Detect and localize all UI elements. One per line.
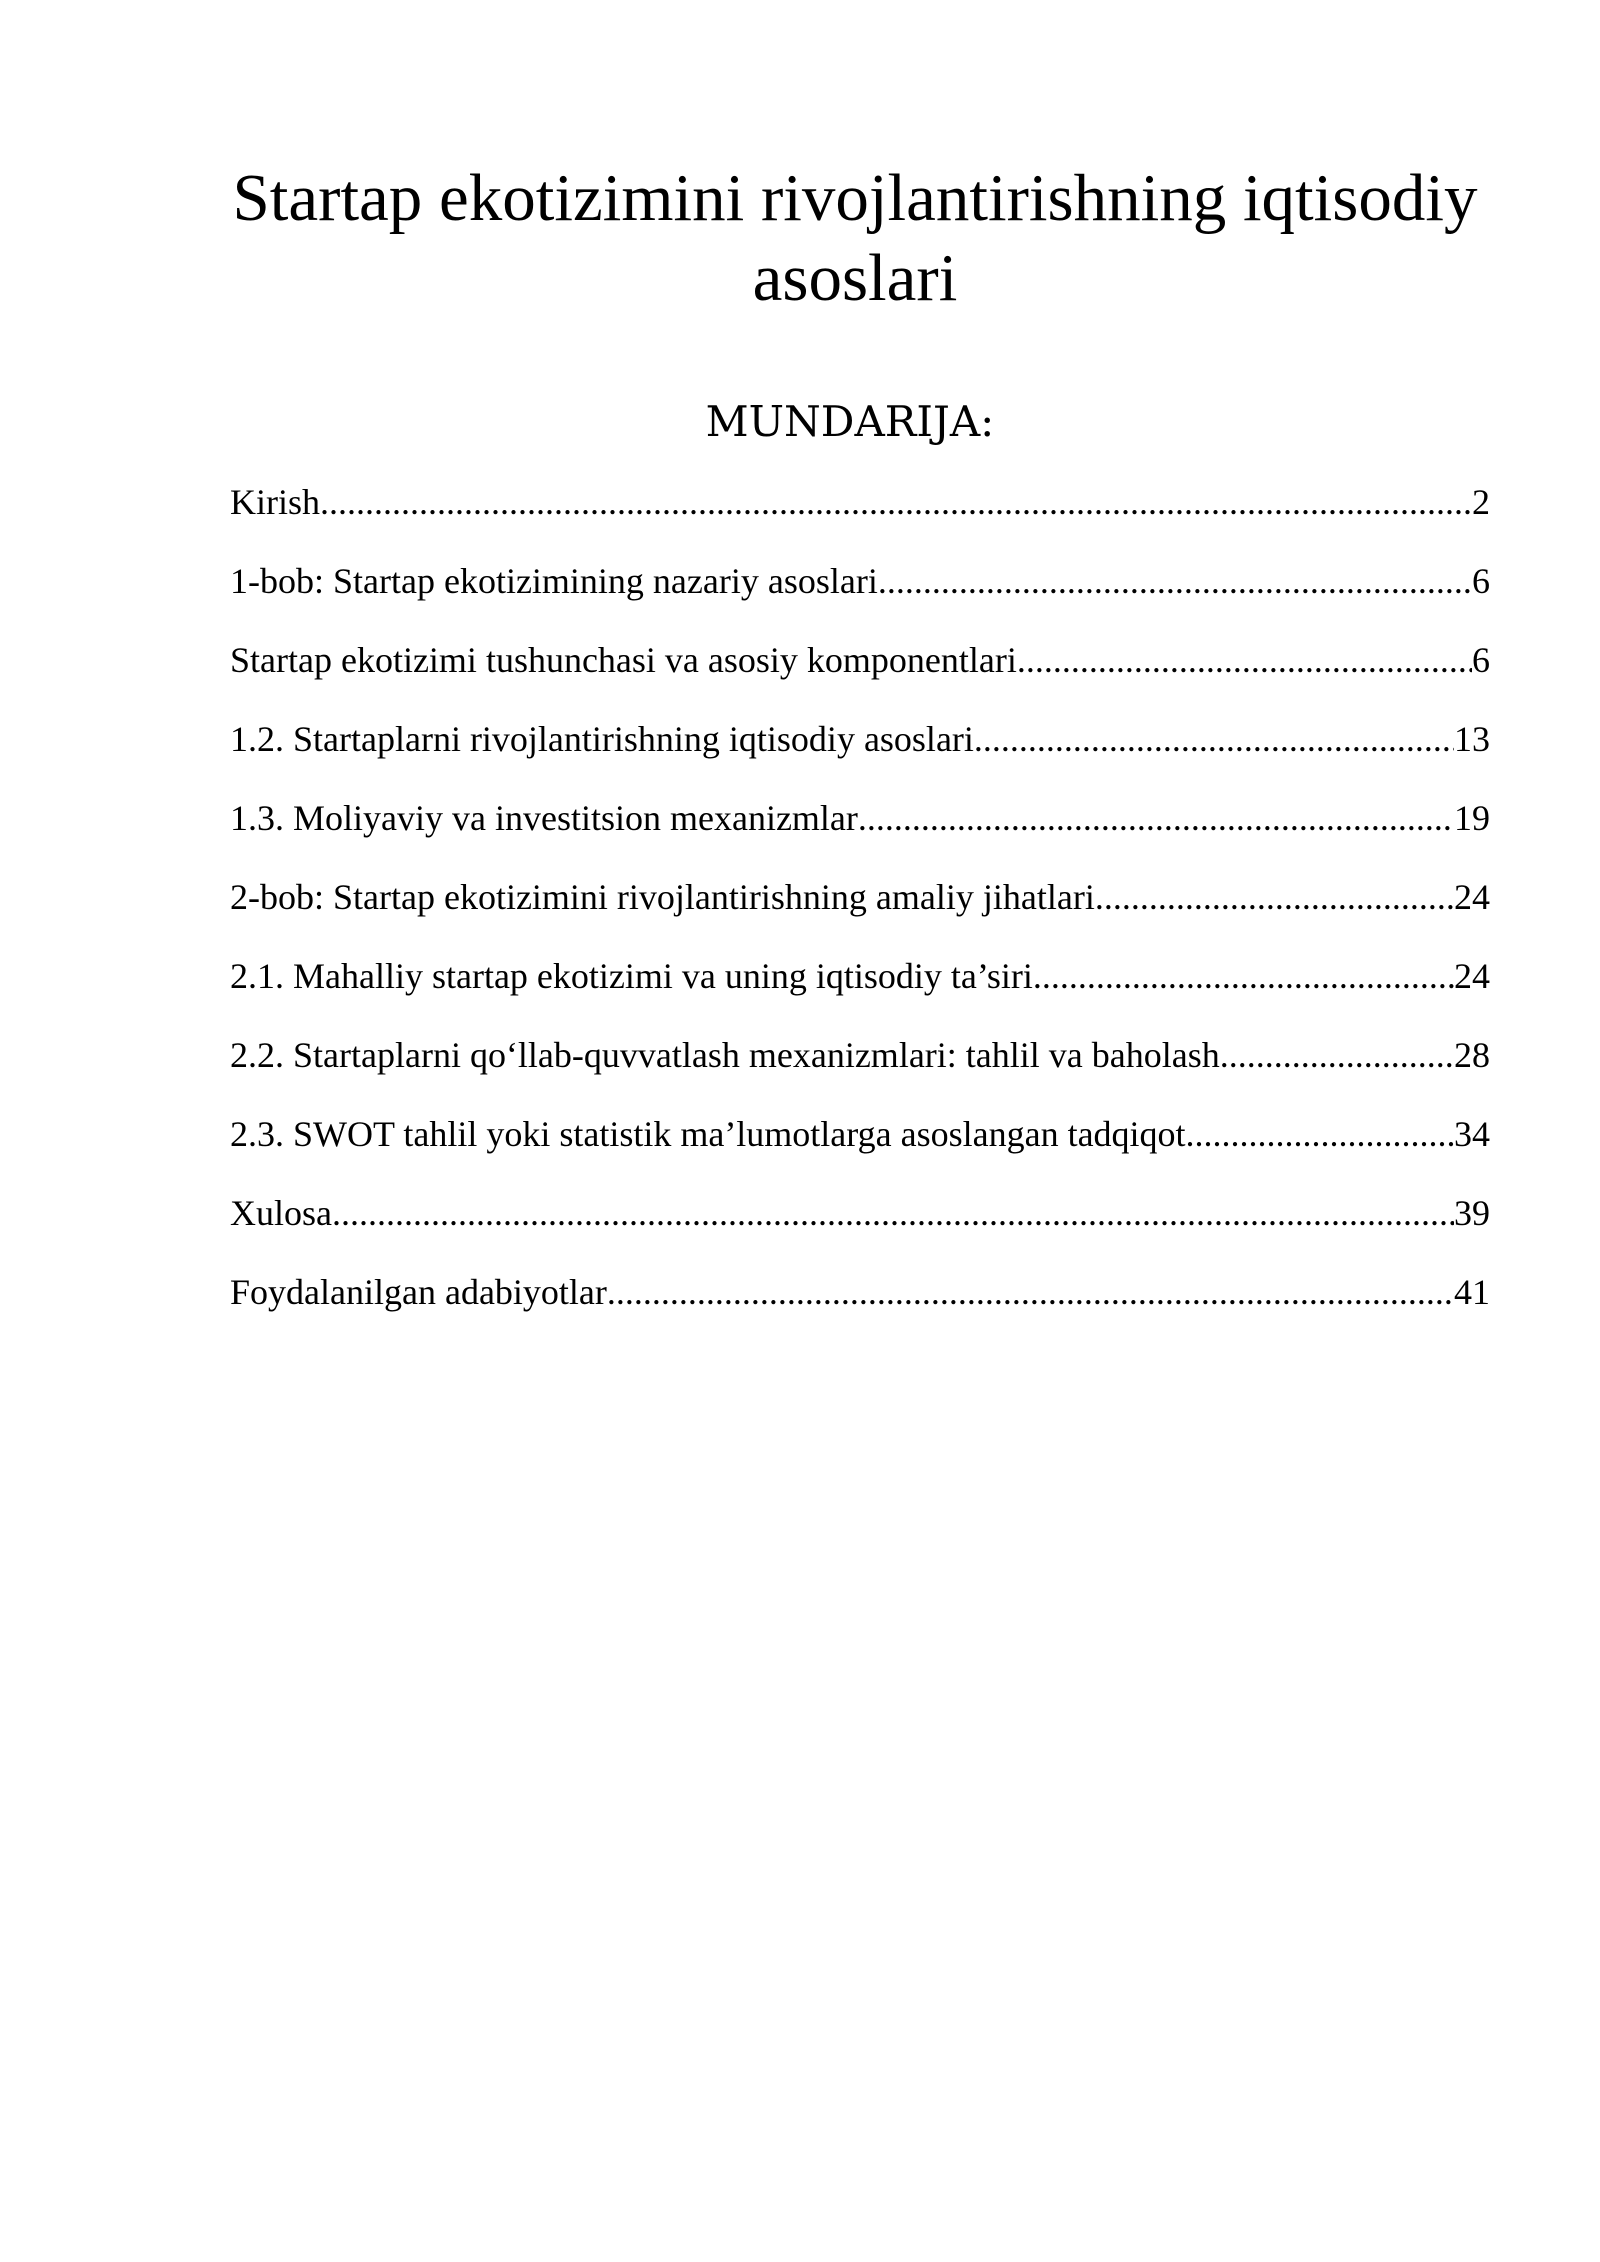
toc-entry-label: 2.1. Mahalliy startap ekotizimi va uning iqtisodiy ta’siri (230, 956, 1033, 996)
toc-dot-leader (878, 549, 1472, 613)
toc-dot-leader (1220, 1023, 1454, 1087)
toc-entry[interactable] (230, 1023, 1490, 1102)
toc-entry[interactable] (230, 944, 1490, 1023)
toc-dot-leader (1017, 628, 1472, 692)
toc-entry[interactable] (230, 1181, 1490, 1260)
toc-dot-leader (332, 1181, 1454, 1245)
toc-entry[interactable] (230, 865, 1490, 944)
toc-entry-label: 2.2. Startaplarni qo‘llab-quvvatlash mexanizmlari: tahlil va baholash (230, 1035, 1220, 1075)
toc-entry-page: 41 (1454, 1272, 1490, 1312)
toc-entry[interactable] (230, 470, 1490, 549)
toc-dot-leader (1033, 944, 1454, 1008)
toc-entry[interactable] (230, 1102, 1490, 1181)
toc-entry-page: 19 (1454, 798, 1490, 838)
toc-entry-label: 1-bob: Startap ekotizimining nazariy asoslari (230, 561, 878, 601)
toc-dot-leader (858, 786, 1454, 850)
toc-entry-page: 39 (1454, 1193, 1490, 1233)
toc-dot-leader (320, 470, 1472, 534)
toc-entry-page: 2 (1472, 482, 1490, 522)
toc-entry-page: 28 (1454, 1035, 1490, 1075)
toc-entry-label: 2-bob: Startap ekotizimini rivojlantirishning amaliy jihatlari (230, 877, 1095, 917)
toc-entry-label: 1.3. Moliyaviy va investitsion mexanizmlar (230, 798, 858, 838)
toc-entry[interactable] (230, 628, 1490, 707)
toc-entry-label: 2.3. SWOT tahlil yoki statistik ma’lumotlarga asoslangan tadqiqot (230, 1114, 1186, 1154)
toc-heading: MUNDARIJA: (705, 397, 995, 446)
toc-entry-page: 24 (1454, 956, 1490, 996)
toc-entry-label: 1.2. Startaplarni rivojlantirishning iqtisodiy asoslari (230, 719, 974, 759)
toc-entry[interactable] (230, 1260, 1490, 1339)
toc-entry[interactable] (230, 549, 1490, 628)
toc-entry-label: Xulosa (230, 1193, 332, 1233)
toc-entry[interactable] (230, 707, 1490, 786)
toc-entry-page: 6 (1472, 640, 1490, 680)
toc-entry-page: 24 (1454, 877, 1490, 917)
toc-dot-leader (1186, 1102, 1454, 1166)
table-of-contents (230, 470, 1490, 1339)
toc-dot-leader (1095, 865, 1454, 929)
toc-entry-label: Startap ekotizimi tushunchasi va asosiy komponentlari (230, 640, 1017, 680)
toc-entry-page: 13 (1454, 719, 1490, 759)
toc-entry-label: Foydalanilgan adabiyotlar (230, 1272, 607, 1312)
document-title: Startap ekotizimini rivojlantirishning iqtisodiy asoslari (232, 161, 1478, 315)
toc-entry-page: 6 (1472, 561, 1490, 601)
toc-entry[interactable] (230, 786, 1490, 865)
toc-entry-label: Kirish (230, 482, 320, 522)
toc-dot-leader (974, 707, 1454, 771)
toc-entry-page: 34 (1454, 1114, 1490, 1154)
toc-dot-leader (607, 1260, 1454, 1324)
